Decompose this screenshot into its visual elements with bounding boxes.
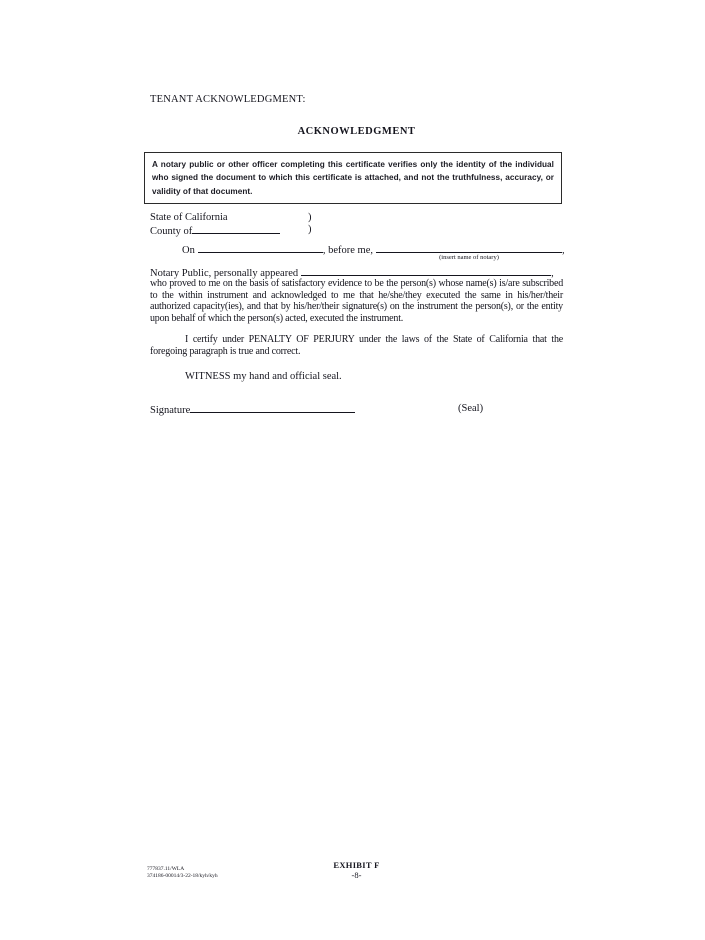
file-ref-line-2: 374186-00014/3-22-18/kyh/kyh — [147, 872, 218, 879]
before-me-label: , before me, — [322, 245, 373, 256]
exhibit-label: EXHIBIT F — [333, 860, 380, 870]
file-ref-line-1: 777837.11/WLA — [147, 866, 185, 872]
witness-line: WITNESS my hand and official seal. — [185, 371, 342, 382]
county-label: County of — [150, 226, 193, 238]
county-field[interactable] — [192, 224, 280, 234]
notary-notice-text: A notary public or other officer completing this certificate verifies only the identity of the individual who signed the document to which this certificate is attached, and not the truthfulness, accuracy, or validity of that document. — [152, 160, 554, 196]
document-header: TENANT ACKNOWLEDGMENT: — [150, 94, 306, 105]
notary-name-field[interactable] — [376, 243, 562, 261]
county-row — [150, 224, 563, 236]
page-number: -8- — [351, 870, 362, 880]
signature-label: Signature — [150, 405, 191, 416]
notary-notice-box — [144, 152, 562, 204]
appeared-comma: , — [551, 268, 554, 279]
line-end-comma: , — [562, 245, 565, 256]
acknowledgment-body: who proved to me on the basis of satisfactory evidence to be the person(s) whose name(s) is/are subscribed to the within instrument and acknowledged to me that he/she/they executed the same in his/her/their authorized capacity(ies), and that by his/her/their signature(s) on the instrument the person(s), or the entity upon behalf of which the person(s) acted, executed the instrument. — [150, 278, 563, 324]
page-title: ACKNOWLEDGMENT — [297, 126, 416, 137]
state-paren: ) — [308, 212, 312, 223]
appeared-label: Notary Public, personally appeared — [150, 268, 299, 279]
seal-label: (Seal) — [458, 403, 484, 414]
signature-field[interactable] — [190, 403, 355, 413]
county-paren: ) — [308, 224, 312, 236]
notary-date-line — [150, 243, 565, 261]
notary-name-hint: (insert name of notary) — [439, 253, 499, 261]
date-field[interactable] — [198, 243, 323, 253]
state-label: State of California — [150, 212, 228, 223]
perjury-paragraph: I certify under PENALTY OF PERJURY under the laws of the State of California that the foregoing paragraph is true and correct. — [150, 334, 563, 357]
on-label: On — [182, 245, 195, 256]
signature-row — [150, 403, 563, 416]
appeared-names-field[interactable] — [301, 266, 551, 276]
state-row — [150, 212, 563, 224]
venue-block — [150, 212, 563, 237]
footer-exhibit-block — [150, 860, 563, 880]
